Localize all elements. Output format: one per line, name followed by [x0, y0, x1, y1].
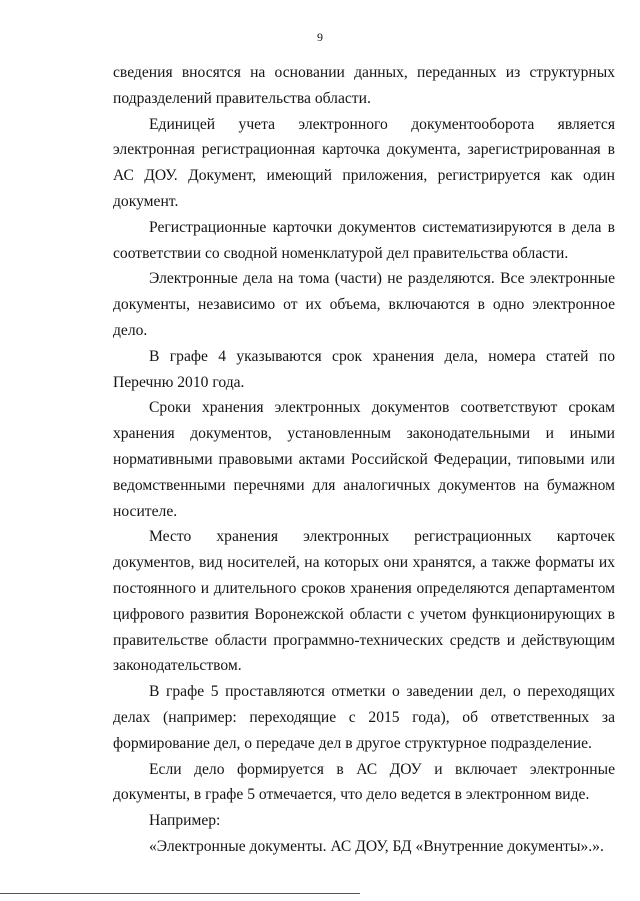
paragraph-retention-periods: Сроки хранения электронных документов соответствуют срокам хранения документов, установленным законодательными и иными нормативными правовыми актами Российской Федерации, типовыми или ведомственными перечнями для аналогичных документов на бумажном носителе.: [113, 399, 615, 520]
paragraph-example-label: Например:: [149, 812, 221, 830]
document-body: [113, 60, 615, 860]
paragraph-continuation: сведения вносятся на основании данных, переданных из структурных подразделений правительства области.: [113, 64, 615, 107]
paragraph-accounting-unit: Единицей учета электронного документооборота является электронная регистрационная карточка документа, зарегистрированная в АС ДОУ. Документ, имеющий приложения, регистрируется как один документ.: [113, 115, 615, 210]
paragraph-example-text: «Электронные документы. АС ДОУ, БД «Внутренние документы».».: [149, 837, 604, 855]
paragraph-column-4: В графе 4 указываются срок хранения дела, номера статей по Перечню 2010 года.: [113, 347, 615, 391]
paragraph-column-5: В графе 5 проставляются отметки о заведении дел, о переходящих делах (например: переходящие с 2015 года), об ответственных за формирование дел, о передаче дел в другое структурное подразделение.: [113, 683, 615, 752]
paragraph-registration-cards: Регистрационные карточки документов систематизируются в дела в соответствии со сводной номенклатурой дел правительства области.: [113, 218, 615, 262]
bottom-divider: [0, 893, 360, 894]
page-number: 9: [317, 30, 323, 44]
paragraph-electronic-files: Электронные дела на тома (части) не разделяются. Все электронные документы, независимо от их объема, включаются в одно электронное дело.: [113, 270, 615, 339]
paragraph-electronic-case: Если дело формируется в АС ДОУ и включает электронные документы, в графе 5 отмечается, что дело ведется в электронном виде.: [113, 760, 615, 804]
paragraph-storage-location: Место хранения электронных регистрационных карточек документов, вид носителей, на которых они хранятся, а также форматы их постоянного и длительного сроков хранения определяются департаментом цифрового развития Воронежской области с учетом функционирующих в правительстве области программно-технических средств и действующим законодательством.: [113, 528, 615, 675]
